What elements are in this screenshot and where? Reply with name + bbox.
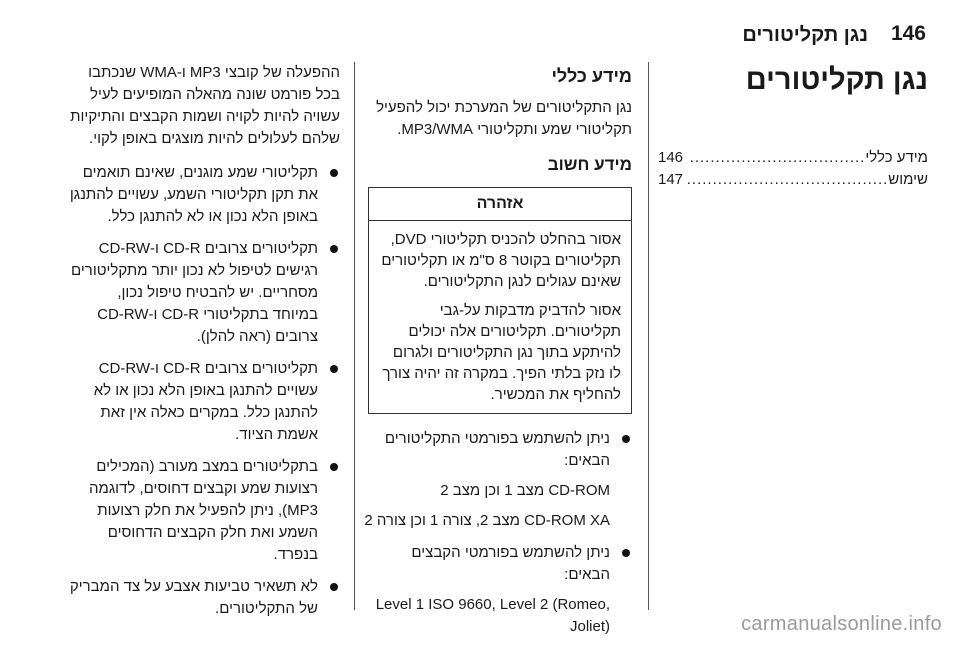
middle-column xyxy=(364,62,632,648)
list-item xyxy=(68,162,340,228)
bullet-icon xyxy=(330,365,338,373)
left-column xyxy=(68,62,340,630)
toc-entry-page: 146 xyxy=(658,149,684,166)
list-subitem: CD-ROM מצב 1 וכן מצב 2 xyxy=(440,482,610,499)
warning-box xyxy=(368,187,632,414)
page-header xyxy=(0,0,960,58)
list-item-text: ניתן להשתמש בפורמטי הקבצים הבאים: xyxy=(411,544,610,583)
warning-paragraph: אסור להדביק מדבקות על-גבי תקליטורים. תקליטורים אלה יכולים להיתקע בתוך נגן התקליטורים ולגרום לו נזק בלתי הפיך. במקרה זה יהיה צורך להחליף את המכשיר. xyxy=(382,302,621,403)
important-heading: מידע חשוב xyxy=(547,155,632,174)
bullet-icon xyxy=(330,463,338,471)
list-subitem: Level 1 ISO 9660, Level 2 (Romeo, Joliet) xyxy=(375,596,610,635)
toc-entry-page: 147 xyxy=(658,171,684,188)
list-item-text: תקליטורי שמע מוגנים, שאינם תואמים את תקן תקליטורי השמע, עשויים להתנגן באופן הלא נכון או לא להתנגן כלל. xyxy=(69,164,318,225)
list-item xyxy=(68,456,340,566)
toc-entry[interactable] xyxy=(658,169,928,191)
list-item xyxy=(68,238,340,348)
list-item xyxy=(68,576,340,620)
column-divider xyxy=(648,62,649,610)
list-item-text: בתקליטורים במצב מעורב (המכילים רצועות שמע וקבצים דחוסים, לדוגמה MP3), ניתן להפעיל את חלק רצועות השמע ואת חלק הקבצים הדחוסים בנפרד. xyxy=(89,458,318,563)
list-item xyxy=(68,358,340,446)
bullet-icon xyxy=(330,583,338,591)
list-subitem: CD-ROM XA מצב 2, צורה 1 וכן צורה 2 xyxy=(364,512,610,529)
bullet-icon xyxy=(330,245,338,253)
right-column xyxy=(658,62,928,191)
section-title: מידע כללי xyxy=(551,66,632,86)
list-item-text: תקליטורים צרובים CD-R ו-CD-RW רגישים לטיפול לא נכון יותר מתקליטורים מסחריים. יש להבטיח טיפול נכון, במיוחד בתקליטורי CD-R ו-CD-RW צרובים (ראה להלן). xyxy=(71,240,318,345)
toc-entry-label: שימוש xyxy=(888,171,928,188)
toc-entry[interactable] xyxy=(658,147,928,169)
list-item-text: ניתן להשתמש בפורמטי התקליטורים הבאים: xyxy=(384,430,610,469)
bullet-icon xyxy=(622,435,630,443)
page-number: 146 xyxy=(890,22,926,45)
warning-paragraph: אסור בהחלט להכניס תקליטורי DVD, תקליטורים בקוטר 8 ס"מ או תקליטורים שאינם עגולים לנגן התקליטורים. xyxy=(381,231,621,290)
chapter-title: נגן תקליטורים xyxy=(745,64,928,96)
notes-list xyxy=(68,162,340,620)
warning-title: אזהרה xyxy=(369,188,631,221)
watermark: carmanualsonline.info xyxy=(741,613,942,635)
running-title: נגן תקליטורים xyxy=(742,24,868,46)
list-item xyxy=(364,428,632,532)
column-divider xyxy=(354,62,355,610)
bullet-icon xyxy=(330,169,338,177)
table-of-contents xyxy=(658,147,928,191)
intro-paragraph: נגן התקליטורים של המערכת יכול להפעיל תקליטורי שמע ותקליטורי MP3/WMA. xyxy=(376,99,632,138)
intro-paragraph: ההפעלה של קובצי MP3 ו-WMA שנכתבו בכל פורמט שונה מהאלה המופיעים לעיל עשויה להיות לקויה ושמות הקבצים והתיקיות שלהם לעלולים להיות מוצגים באופן לקוי. xyxy=(70,64,340,147)
toc-entry-dots: .................................. xyxy=(689,149,866,166)
format-list xyxy=(364,428,632,638)
toc-entry-label: מידע כללי xyxy=(865,149,928,166)
list-item-text: תקליטורים צרובים CD-R ו-CD-RW עשויים להתנגן באופן הלא נכון או לא להתנגן כלל. במקרים כאלה אין זאת אשמת הציוד. xyxy=(93,360,318,443)
list-item-text: לא תשאיר טביעות אצבע על צד המבריק של התקליטורים. xyxy=(69,578,318,617)
bullet-icon xyxy=(622,549,630,557)
toc-entry-dots: ....................................... xyxy=(686,171,889,188)
list-item xyxy=(364,542,632,638)
